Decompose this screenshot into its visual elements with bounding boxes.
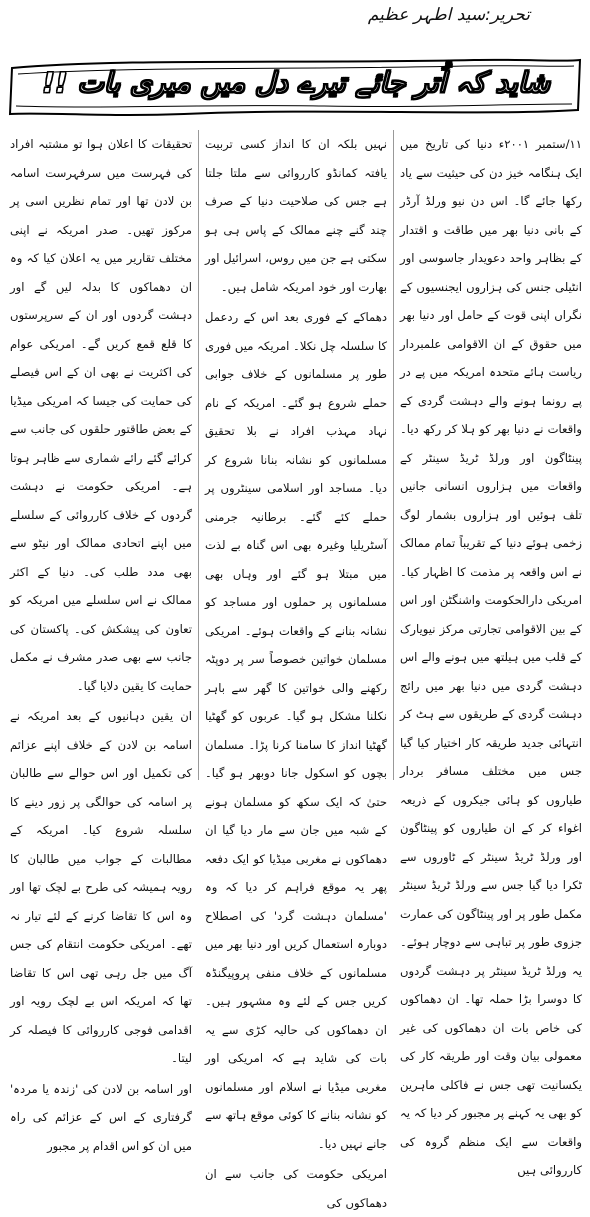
- article-column-3: [4, 130, 199, 1153]
- article-columns: [4, 130, 588, 1210]
- article-paragraph: تحقیقات کا اعلان ہوا تو مشتبہ افراد کی فہرست میں سرفہرست اسامہ بن لادن تھا اور تمام نظریں اسی پر مرکوز تھیں۔ صدر امریکہ نے اپنی مختلف تقاریر میں یہ اعلان کیا کہ وہ ان دھماکوں کا بدلہ لیں گے اور دہشت گردوں اور ان کے سرپرستوں کا قلع قمع کریں گے۔ امریکی عوام کی اکثریت نے بھی ان کے اس فیصلے کی حمایت کی جیسا کہ امریکی میڈیا کے بعض طاقتور حلقوں کی جانب سے کرائے گئے رائے شماری سے ظاہر ہوتا ہے۔ امریکی حکومت نے دہشت گردوں کے خلاف کارروائی کے سلسلے میں اپنے اتحادی ممالک اور نیٹو سے بھی مدد طلب کی۔ دنیا کے اکثر ممالک نے اس سلسلے میں امریکہ کو تعاون کی پیشکش کی۔ پاکستان کی جانب سے بھی صدر مشرف نے مکمل حمایت کا یقین دلایا گیا۔: [10, 137, 192, 693]
- article-paragraph: دھماکے کے فوری بعد اس کے ردعمل کا سلسلہ چل نکلا۔ امریکہ میں فوری طور پر مسلمانوں کے خلاف جوابی حملے شروع ہو گئے۔ امریکہ کے نام نہاد مہذب افراد نے بلا تحقیق مسلمانوں کو نشانہ بنانا شروع کر دیا۔ مساجد اور اسلامی سینٹروں پر حملے کئے گئے۔ برطانیہ جرمنی آسٹریلیا وغیرہ بھی اس گناہ بے لذت میں مبتلا ہو گئے اور وہاں بھی مسلمانوں پر حملوں اور مساجد کو نشانہ بنانے کے واقعات ہوئے۔ امریکی مسلمان خواتین خصوصاً سر پر دوپٹہ رکھنے والی خواتین کا گھر سے باہر نکلنا مشکل ہو گیا۔ عربوں کو گھٹیا گھٹیا انداز کا سامنا کرنا پڑا۔ مسلمان بچوں کو اسکول جانا دوبھر ہو گیا۔ حتیٰ کہ ایک سکھ کو مسلمان ہونے کے شبہ میں جان سے مار دیا گیا ان دھماکوں نے مغربی میڈیا کو ایک دفعہ پھر یہ موقع فراہم کر دیا کہ وہ 'مسلمان دہشت گرد' کی اصطلاح دوبارہ استعمال کریں اور دنیا بھر میں مسلمانوں کے خلاف منفی پروپیگنڈہ کریں جس کے لئے وہ مشہور ہیں۔ ان دھماکوں کی حالیہ کڑی سے یہ بات کی شاید ہے کہ امریکی اور مغربی میڈیا نے اسلام اور مسلمانوں کو نشانہ بنانے کا کوئی موقع ہاتھ سے جانے نہیں دیا۔: [205, 310, 387, 1151]
- article-paragraph: ان یقین دہانیوں کے بعد امریکہ نے اسامہ بن لادن کے خلاف اپنے عزائم کی تکمیل اور اس حوالے سے طالبان پر اسامہ کی حوالگی پر زور دینے کا سلسلہ شروع کیا۔ امریکہ کے مطالبات کے جواب میں طالبان کا رویہ ہمیشہ کی طرح بے لچک تھا اور وہ اس کا تقاضا کرنے کے لئے تیار نہ تھے۔ امریکی حکومت انتقام کی جس آگ میں جل رہی تھی اس کا تقاضا تھا کہ امریکہ اس بے لچک رویہ اور اقدامی فوجی کارروائی کا فیصلہ کر لیتا۔: [10, 709, 192, 1065]
- headline: شاید کہ اُتر جائے تیرے دل میں میری بات !!: [42, 66, 550, 99]
- byline: تحریر:سید اطہر عظیم: [367, 5, 530, 25]
- article-paragraph: اور اسامہ بن لادن کی 'زندہ یا مردہ' گرفتاری کے اس کے عزائم کی راہ میں ان کو اس اقدام پر مجبور: [10, 1081, 192, 1153]
- article-paragraph: ۱۱/ستمبر ۲۰۰۱ء دنیا کی تاریخ میں ایک ہنگامہ خیز دن کی حیثیت سے یاد رکھا جائے گا۔ اس دن نیو ورلڈ آرڈر کے بانی دنیا بھر میں طاقت و اقتدار کے بظاہر واحد دعویدار جاسوسی اور انٹیلی جنس کی ہزاروں ایجنسیوں کے نگراں اپنی قوت کے حامل اور دنیا بھر میں حقوق کے ان الاقوامی علمبردار ریاست ہائے متحدہ امریکہ میں پے در پے رونما ہونے والے دہشت گردی کے واقعات نے دنیا بھر کو ہلا کر رکھ دیا۔ پینٹاگون اور ورلڈ ٹریڈ سینٹر کے واقعات میں ہزاروں انسانی جانیں تلف ہوئیں اور ہزاروں بشمار لوگ زخمی ہوئے دنیا کے تقریباً تمام ممالک نے اس واقعہ پر مذمت کا اظہار کیا۔ امریکی دارالحکومت واشنگٹن اور اس کے بین الاقوامی تجارتی مرکز نیویارک کے قلب میں ہیلتھ میں ہونے والے اس دہشت گردی میں دنیا بھر میں رائج دہشت گردی کے طریقوں سے ہٹ کر انتہائی جدید طریقہ کار اختیار کیا گیا جس میں مختلف مسافر بردار طیاروں کو ہائی جیکروں کے ذریعہ اغواء کر کے ان طیاروں کو پینٹاگون اور ورلڈ ٹریڈ سینٹر کے ٹاوروں سے ٹکرا دیا گیا جس سے ورلڈ ٹریڈ سینٹر مکمل طور پر اور پینٹاگون کی عمارت جزوی طور پر تباہی سے دوچار ہوئے۔ یہ ورلڈ ٹریڈ سینٹر پر دہشت گردوں کا دوسرا بڑا حملہ تھا۔ ان دھماکوں کی خاص بات ان دھماکوں کی غیر معمولی بیان وقت اور طریقہ کار کی یکسانیت تھی جس نے فاکلی ماہرین کو بھی یہ کہنے پر مجبور کر دیا کہ یہ واقعات سے ایک منظم گروہ کی کارروائی ہیں: [400, 137, 583, 1177]
- article-paragraph: امریکی حکومت کی جانب سے ان دھماکوں کی: [205, 1167, 387, 1210]
- article-column-2: [199, 130, 394, 1210]
- article-paragraph: نہیں بلکہ ان کا انداز کسی تربیت یافتہ کمانڈو کارروائی سے ملتا جلتا ہے جس کی صلاحیت دنیا کے صرف چند گنے چنے ممالک کے پاس ہی ہو سکتی ہے جن میں روس، اسرائیل اور بھارت اور خود امریکہ شامل ہیں۔: [205, 137, 387, 294]
- article-column-1: [394, 130, 588, 1177]
